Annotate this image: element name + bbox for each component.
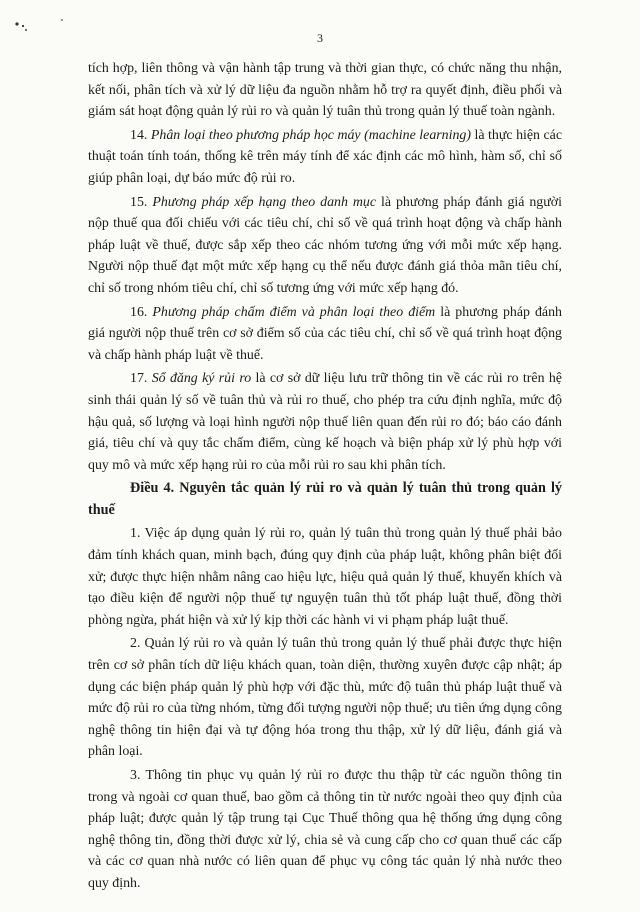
- definition-17: 17. Sổ đăng ký rủi ro là cơ sở dữ liệu lưu trữ thông tin về các rủi ro trên hệ sinh thái quản lý số về tuân thủ và rủi ro thuế, cho phép tra cứu định nghĩa, mức độ hậu quả, số lượng và loại hình người nộp thuế liên quan đến rủi ro đó; báo cáo đánh giá, tiêu chí và quy tắc chấm điểm, cùng kế hoạch và biện pháp xử lý phù hợp với quy mô và mức xếp hạng rủi ro của mỗi rủi ro sau khi phân tích.: [88, 371, 562, 473]
- article-4-item-2: 2. Quản lý rủi ro và quản lý tuân thủ trong quản lý thuế phải được thực hiện trên cơ sở phân tích dữ liệu khách quan, toàn diện, thường xuyên được cập nhật; áp dụng các biện pháp quản lý phù hợp với đặc thù, mức độ tuân thủ pháp luật thuế và mức độ rủi ro của từng nhóm, từng đối tượng người nộp thuế; ưu tiên ứng dụng công nghệ thông tin hiện đại và tự động hóa trong thu thập, xử lý dữ liệu, đánh giá và phân loại.: [88, 636, 562, 760]
- article-4-heading: Điều 4. Nguyên tắc quản lý rủi ro và quản lý tuân thủ trong quản lý thuế: [88, 480, 562, 518]
- continuation-paragraph: tích hợp, liên thông và vận hành tập trung và thời gian thực, có chức năng thu nhận, kết nối, phân tích và xử lý dữ liệu đa nguồn nhằm hỗ trợ ra quyết định, điều phối và giám sát hoạt động quản lý rủi ro và quản lý tuân thủ trong quản lý thuế toàn ngành.: [88, 61, 562, 120]
- term-17: Sổ đăng ký rủi ro: [151, 371, 252, 387]
- term-15: Phương pháp xếp hạng theo danh mục: [152, 194, 377, 210]
- definition-15: 15. Phương pháp xếp hạng theo danh mục là phương pháp đánh giá người nộp thuế qua đối chiếu với các tiêu chí, chỉ số về quá trình hoạt động và chấp hành pháp luật về thuế, được sắp xếp theo các nhóm tương ứng với mỗi mức xếp hạng. Người nộp thuế đạt một mức xếp hạng cụ thể nếu được đánh giá thỏa mãn tiêu chí, chỉ số trong nhóm tiêu chí, chỉ số tương ứng với mức xếp hạng đó.: [88, 194, 562, 296]
- definition-14: 14. Phân loại theo phương pháp học máy (machine learning) là thực hiện các thuật toán tính toán, thống kê trên máy tính để xác định các mô hình, hàm số, chỉ số giúp phân loại, dự báo mức độ rủi ro.: [88, 127, 562, 186]
- page-number: 3: [317, 31, 323, 45]
- document-body: [88, 58, 562, 897]
- term-16: Phương pháp chấm điểm và phân loại theo điểm: [152, 304, 436, 320]
- article-4-item-1: 1. Việc áp dụng quản lý rủi ro, quản lý tuân thủ trong quản lý thuế phải bảo đảm tính khách quan, minh bạch, đúng quy định của pháp luật, không phân biệt đối xử; được thực hiện nhằm nâng cao hiệu lực, hiệu quả quản lý thuế, khuyến khích và tạo điều kiện để người nộp thuế tự nguyện tuân thủ tốt pháp luật thuế, đồng thời phòng ngừa, phát hiện và xử lý kịp thời các hành vi vi phạm pháp luật thuế.: [88, 526, 562, 628]
- definition-16: 16. Phương pháp chấm điểm và phân loại theo điểm là phương pháp đánh giá người nộp thuế trên cơ sở điểm số của các tiêu chí, chỉ số về quá trình hoạt động và chấp hành pháp luật về thuế.: [88, 304, 562, 363]
- term-14: Phân loại theo phương pháp học máy (machine learning): [150, 127, 471, 143]
- article-4-item-3: 3. Thông tin phục vụ quản lý rủi ro được thu thập từ các nguồn thông tin trong và ngoài cơ quan thuế, bao gồm cả thông tin từ nước ngoài theo quy định của pháp luật; được quản lý tập trung tại Cục Thuế thông qua hệ thống ứng dụng công nghệ thông tin, đồng thời được xử lý, chia sẻ và cung cấp cho cơ quan thuế các cấp và các cơ quan nhà nước có liên quan để phục vụ công tác quản lý nhà nước theo quy định.: [88, 768, 562, 891]
